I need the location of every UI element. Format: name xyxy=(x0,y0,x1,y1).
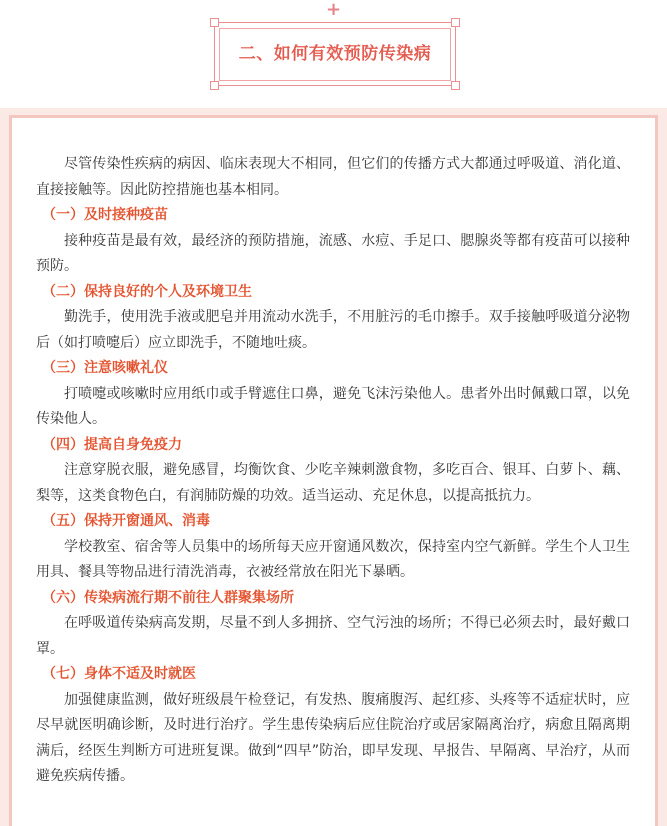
section-heading: （二）保持良好的个人及环境卫生 xyxy=(42,283,252,300)
section-heading: （三）注意咳嗽礼仪 xyxy=(42,360,168,376)
section-body: 注意穿脱衣服，避免感冒，均衡饮食、少吃辛辣刺激食物，多吃百合、银耳、白萝卜、藕、梨等，这类食物色白，有润肺防燥的功效。适当运动、充足休息，以提高抵抗力。 xyxy=(36,462,630,504)
plus-icon: + xyxy=(326,0,342,20)
section-body: 加强健康监测，做好班级晨午检登记，有发热、腹痛腹泻、起红疹、头疼等不适症状时，应尽早就医明确诊断，及时进行治疗。学生患传染病后应住院治疗或居家隔离治疗，病愈且隔离期满后，经医生判断方可进班复课。做到“四早”防治，即早发现、早报告、早隔离、早治疗，从而避免疾病传播。 xyxy=(36,691,630,784)
section-heading: （七）身体不适及时就医 xyxy=(42,666,196,682)
section-body: 打喷嚏或咳嗽时应用纸巾或手臂遮住口鼻，避免飞沫污染他人。患者外出时佩戴口罩，以免传染他人。 xyxy=(36,385,630,427)
article-body xyxy=(36,152,630,790)
section-body: 接种疫苗是最有效，最经济的预防措施，流感、水痘、手足口、腮腺炎等都有疫苗可以接种预防。 xyxy=(36,232,630,274)
section-body: 勤洗手，使用洗手液或肥皂并用流动水洗手，不用脏污的毛巾擦手。双手接触呼吸道分泌物后（如打喷嚏后）应立即洗手，不随地吐痰。 xyxy=(36,309,630,351)
section-body: 在呼吸道传染病高发期，尽量不到人多拥挤、空气污浊的场所；不得已必须去时，最好戴口罩。 xyxy=(36,615,630,657)
section-body: 学校教室、宿舍等人员集中的场所每天应开窗通风数次，保持室内空气新鲜。学生个人卫生用具、餐具等物品进行清洗消毒，衣被经常放在阳光下暴晒。 xyxy=(36,538,630,580)
section-heading: （一）及时接种疫苗 xyxy=(42,207,168,223)
section-heading: （五）保持开窗通风、消毒 xyxy=(42,513,210,529)
section-heading: （六）传染病流行期不前往人群聚集场所 xyxy=(42,589,294,606)
intro-paragraph: 尽管传染性疾病的病因、临床表现大不相同，但它们的传播方式大都通过呼吸道、消化道、直接接触等。因此防控措施也基本相同。 xyxy=(36,156,630,198)
section-title: 二、如何有效预防传染病 xyxy=(238,44,432,64)
section-heading: （四）提高自身免疫力 xyxy=(42,436,182,453)
